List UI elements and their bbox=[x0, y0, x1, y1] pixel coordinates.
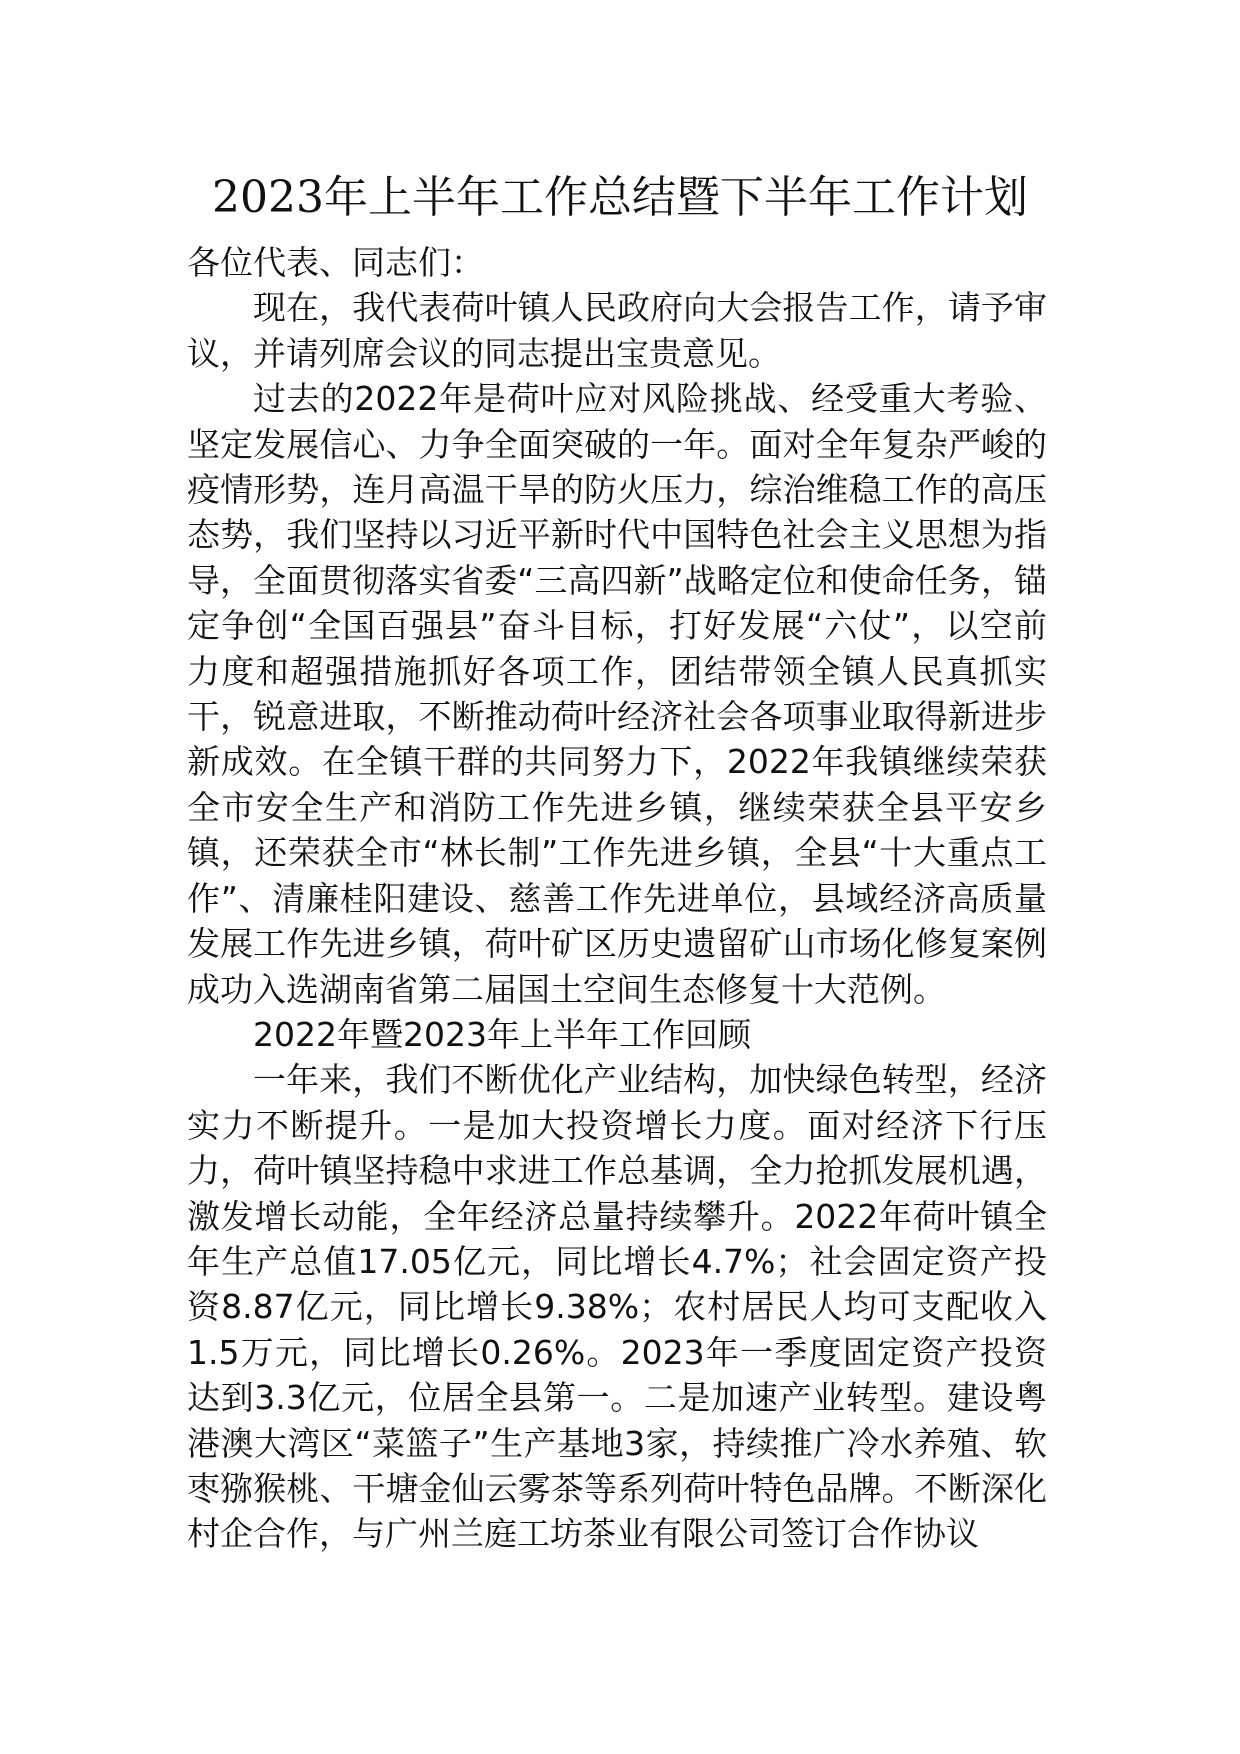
section-heading-review: 2022年暨2023年上半年工作回顾 bbox=[253, 1014, 751, 1054]
document-body bbox=[187, 240, 1047, 1557]
paragraph-2022-overview: 过去的2022年是荷叶应对风险挑战、经受重大考验、坚定发展信心、力争全面突破的一年。面对全年复杂严峻的疫情形势，连月高温干旱的防火压力，综治维稳工作的高压态势，我们坚持以习近平新时代中国特色社会主义思想为指导，全面贯彻落实省委“三高四新”战略定位和使命任务，锚定争创“全国百强县”奋斗目标，打好发展“六仗”，以空前力度和超强措施抓好各项工作，团结带领全镇人民真抓实干，锐意进取，不断推动荷叶经济社会各项事业取得新进步新成效。在全镇干群的共同努力下，2022年我镇继续荣获全市安全生产和消防工作先进乡镇，继续荣获全县平安乡镇，还荣获全市“林长制”工作先进乡镇，全县“十大重点工作”、清廉桂阳建设、慈善工作先进单位，县域经济高质量发展工作先进乡镇，荷叶矿区历史遗留矿山市场化修复案例成功入选湖南省第二届国土空间生态修复十大范例。 bbox=[187, 379, 1047, 1009]
document-title: 2023年上半年工作总结暨下半年工作计划 bbox=[212, 172, 1028, 223]
salutation: 各位代表、同志们： bbox=[187, 243, 484, 282]
paragraph-economy: 一年来，我们不断优化产业结构，加快绿色转型，经济实力不断提升。一是加大投资增长力度。面对经济下行压力，荷叶镇坚持稳中求进工作总基调，全力抢抓发展机遇，激发增长动能，全年经济总量持续攀升。2022年荷叶镇全年生产总值17.05亿元，同比增长4.7%；社会固定资产投资8.87亿元，同比增长9.38%；农村居民人均可支配收入1.5万元，同比增长0.26%。2023年一季度固定资产投资达到3.3亿元，位居全县第一。二是加速产业转型。建设粤港澳大湾区“菜篮子”生产基地3家，持续推广冷水养殖、软枣猕猴桃、干塘金仙云雾茶等系列荷叶特色品牌。不断深化村企合作，与广州兰庭工坊茶业有限公司签订合作协议 bbox=[187, 1060, 1047, 1554]
paragraph-opening: 现在，我代表荷叶镇人民政府向大会报告工作，请予审议，并请列席会议的同志提出宝贵意见。 bbox=[187, 288, 1047, 373]
